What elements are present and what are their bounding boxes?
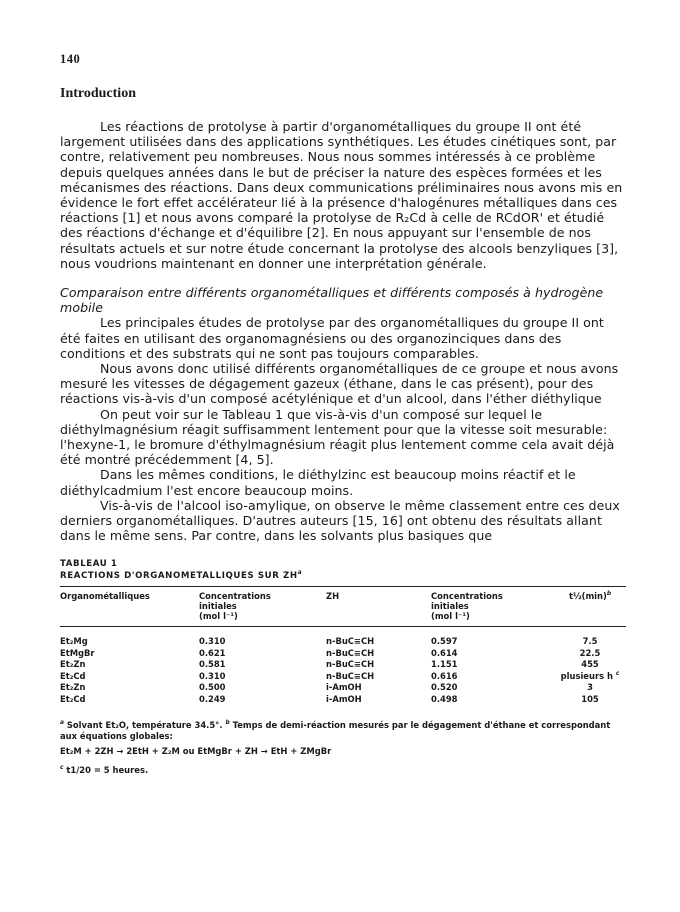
footnote-text: t1/20 = 5 heures. [66,765,149,776]
footnote-text: Temps de demi-réaction mesurés par le dégagement d'éthane et correspondant aux équations globales: [60,720,611,742]
cell-conc-zh: 0.614 [431,647,458,658]
footnote-a [60,720,626,742]
cell-half-time: 455 [581,659,599,670]
reaction-equation: Et₂M + 2ZH → 2EtH + Z₂M ou EtMgBr + ZH → EtH + ZMgBr [60,746,332,757]
column-header [431,587,554,627]
cell-half-time-text: plusieurs h [560,670,613,681]
page-number: 140 [60,52,81,66]
cell-conc-zh: 0.498 [431,693,458,704]
section-heading: Introduction [60,86,136,101]
cell-organometal: Et₂Zn [60,682,86,693]
column-header: ZH [326,587,431,627]
data-table [60,587,626,705]
cell-organometal: EtMgBr [60,647,95,658]
table-row [60,659,626,671]
cell-half-time: 22.5 [579,647,601,658]
footnote-marker: c [615,671,620,678]
cell-half-time: 7.5 [582,636,598,647]
column-header-line: Concentrations [199,591,271,602]
footnote-marker: a [297,569,303,577]
table-caption-text: REACTIONS D'ORGANOMETALLIQUES SUR ZH [60,571,298,582]
column-header-line: (mol l⁻¹) [199,611,238,622]
table-row [60,682,626,694]
paragraph: Nous avons donc utilisé différents organométalliques de ce groupe et nous avons mesuré les vitesses de dégagement gazeux (éthane, dans le cas présent), pour des réactions vis-à-vis d'un composé acétylénique et d'un alcool, dans l'éther diéthylique [60,361,619,407]
cell-conc-zh: 0.616 [431,670,458,681]
column-header-line: Concentrations [431,591,503,602]
footnote-c [60,765,626,776]
cell-organometal: Et₂Zn [60,659,86,670]
cell-conc-organo: 0.310 [199,670,226,681]
cell-conc-organo: 0.249 [199,693,226,704]
page [60,52,626,776]
table-row [60,648,626,660]
table-row [60,671,626,683]
cell-zh: n-BuC≡CH [326,647,375,658]
cell-organometal: Et₂Cd [60,693,86,704]
paragraph-gap [60,271,626,285]
cell-half-time [554,671,626,683]
cell-conc-zh: 1.151 [431,659,458,670]
footnote-marker: a [60,720,64,727]
column-header-text: t½(min) [568,591,607,602]
intro-paragraph: Les réactions de protolyse à partir d'organométalliques du groupe II ont été largement utilisées dans des applications synthétiques. Les études cinétiques sont, par contre, relativement peu nombreuses. Nous nous sommes intéressés à ce problème depuis quelques années dans le but de préciser la nature des espèces formées et les mécanismes des réactions. Dans deux communications préliminaires nous avons mis en évidence le fort effet accélérateur lié à la présence d'halogénures métalliques dans ces réactions [1] et nous avons comparé la protolyse de R₂Cd à celle de RCdOR' et étudié des réactions d'échange et d'équilibre [2]. En nous appuyant sur l'ensemble de nos résultats actuels et sur notre étude concernant la protolyse des alcools benzyliques [3], nous voudrions maintenant en donner une interprétation générale. [60,119,623,271]
cell-half-time: 105 [581,693,599,704]
cell-conc-zh: 0.597 [431,636,458,647]
cell-zh: i-AmOH [326,693,362,704]
column-header-line: initiales [431,601,469,612]
cell-organometal: Et₂Cd [60,670,86,681]
table-row [60,627,626,648]
cell-zh: n-BuC≡CH [326,670,375,681]
paragraph: Vis-à-vis de l'alcool iso-amylique, on observe le même classement entre ces deux derniers organométalliques. D'autres auteurs [15, 16] ont obtenu des résultats allant dans le même sens. Par contre, dans les solvants plus basiques que [60,497,620,544]
column-header: Organométalliques [60,587,199,627]
paragraph: Les principales études de protolyse par des organométalliques du groupe II ont été faites en utilisant des organomagnésiens ou des organozinciques dans des conditions et des substrats qui ne sont pas toujours comparables. [60,315,604,361]
cell-conc-organo: 0.500 [199,682,226,693]
table-caption [60,570,626,582]
footnote-marker: b [225,720,230,727]
table-block [60,558,626,776]
table-footnotes [60,720,626,776]
cell-half-time: 3 [587,682,593,693]
column-header-line: initiales [199,601,237,612]
cell-conc-organo: 0.581 [199,659,226,670]
table-row [60,694,626,706]
table-header-row [60,587,626,627]
cell-zh: n-BuC≡CH [326,636,375,647]
cell-conc-organo: 0.621 [199,647,226,658]
column-header [554,587,626,627]
paragraph: Dans les mêmes conditions, le diéthylzinc est beaucoup moins réactif et le diéthylcadmium l'est encore beaucoup moins. [60,467,576,498]
cell-organometal: Et₂Mg [60,636,88,647]
footnote-marker: c [60,765,64,772]
column-header-line: (mol l⁻¹) [431,611,470,622]
cell-zh: i-AmOH [326,682,362,693]
table-label: TABLEAU 1 [60,559,118,570]
column-header [199,587,326,627]
cell-conc-zh: 0.520 [431,682,458,693]
paragraph: On peut voir sur le Tableau 1 que vis-à-vis d'un composé sur lequel le diéthylmagnésium réagit suffisamment lentement pour que la vitesse soit mesurable: l'hexyne-1, le bromure d'éthylmagnésium réagit plus lentement comme cela avait déjà été montré précédemment [4, 5]. [60,406,615,468]
subsection-heading: Comparaison entre différents organométalliques et différents composés à hydrogène mobile [60,285,604,316]
cell-zh: n-BuC≡CH [326,659,375,670]
cell-conc-organo: 0.310 [199,636,226,647]
footnote-marker: b [606,591,612,598]
body-text [60,119,626,543]
footnote-text: Solvant Et₂O, température 34.5°. [66,720,223,731]
